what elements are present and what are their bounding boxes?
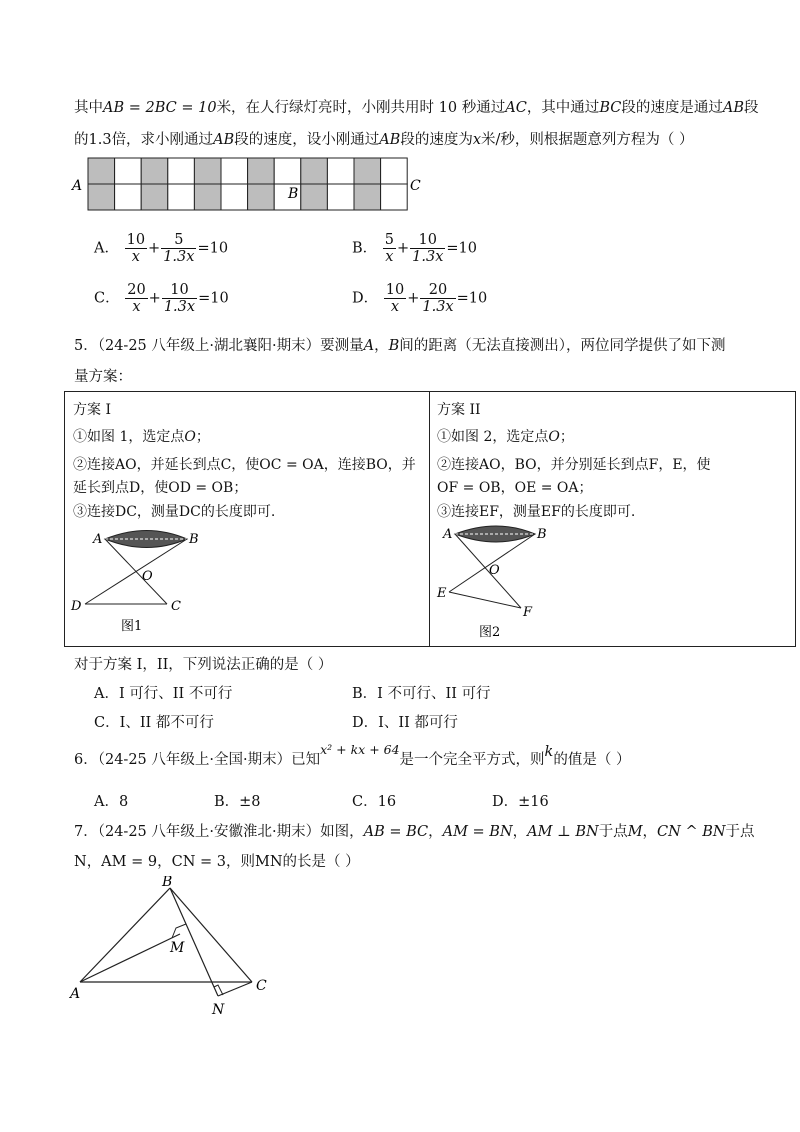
crosswalk-cell (141, 158, 168, 184)
crosswalk-cell (141, 184, 168, 210)
q5-stem-line2: 量方案： (74, 369, 132, 385)
crosswalk-cell (381, 184, 408, 210)
crosswalk-label-a: A (72, 178, 83, 194)
crosswalk-cell (168, 158, 195, 184)
crosswalk-cell (248, 184, 275, 210)
q5-stem-line1: 5．（24-25 八年级上·湖北襄阳·期末）要测量A，B间的距离（无法直接测出），两位同学提供了如下测 (74, 338, 726, 354)
crosswalk-cell (327, 184, 354, 210)
crosswalk-cell (168, 184, 195, 210)
scheme1-label-d: D (71, 599, 82, 614)
scheme2-segment-ef (449, 592, 521, 608)
q7-label-a: A (70, 986, 81, 1002)
scheme2-step3: ③连接EF，测量EF的长度即可. (437, 504, 636, 520)
scheme1-label-c: C (171, 599, 181, 614)
q6-option-b[interactable]: B．±8 (214, 794, 261, 810)
scheme1-segment-bd (85, 539, 187, 604)
q7-label-n: N (212, 1002, 225, 1018)
scheme2-figure (429, 522, 795, 648)
q4-line1: 其中AB = 2BC = 10米，在人行绿灯亮时，小刚共用时 10 秒通过AC，其中通过BC段的速度是通过AB段 (74, 100, 759, 116)
crosswalk-cell (194, 158, 221, 184)
scheme1-step3: ③连接DC，测量DC的长度即可. (73, 504, 276, 520)
q7-label-c: C (256, 978, 267, 994)
q7-segment-am (80, 934, 180, 982)
q4-eq1: AB = 2BC = 10 (103, 100, 217, 116)
q6-stem: 6．（24-25 八年级上·全国·期末）已知x² + kx + 64是一个完全平方式，则k的值是（ ） (74, 742, 631, 768)
scheme2-label-f: F (523, 605, 533, 620)
q4-option-d[interactable]: D． $\frac{10}{x}$ + $\frac{20}{1.3x}$ =10 (352, 282, 488, 315)
scheme2-title: 方案 II (437, 402, 481, 418)
crosswalk-cell (221, 158, 248, 184)
scheme2-caption: 图2 (479, 625, 501, 640)
q7-figure (66, 876, 286, 1022)
scheme1-label-o: O (142, 569, 153, 584)
scheme2-label-e: E (437, 586, 447, 601)
q7-right-angle-m (172, 924, 186, 938)
q7-stem-line1: 7．（24-25 八年级上·安徽淮北·期末）如图，AB = BC，AM = BN，AM ⊥ BN于点M，CN ^ BN于点 (74, 824, 755, 840)
q5-option-a[interactable]: A．I 可行、II 不可行 (94, 686, 233, 702)
scheme2-label-o: O (489, 563, 500, 578)
scheme2-step1: ①如图 2，选定点O； (437, 429, 574, 445)
crosswalk-cell (327, 158, 354, 184)
crosswalk-cell (354, 184, 381, 210)
q7-side-bc (170, 888, 252, 982)
crosswalk-cell (301, 184, 328, 210)
crosswalk-cell (274, 158, 301, 184)
scheme1-step2-cont: 延长到点D，使OD = OB； (73, 480, 248, 496)
scheme2-segment-af (455, 534, 521, 608)
q4-option-c[interactable]: C． $\frac{20}{x}$ + $\frac{10}{1.3x}$ =10 (94, 282, 229, 315)
q5-question: 对于方案 I，II，下列说法正确的是（ ） (74, 657, 333, 673)
crosswalk-cell (88, 184, 115, 210)
scheme1-step1: ①如图 1，选定点O； (73, 429, 210, 445)
crosswalk-cell (248, 158, 275, 184)
scheme2-label-a: A (443, 527, 453, 542)
q6-expression: x² + kx + 64 (320, 742, 400, 757)
scheme2-step2-cont: OF = OB，OE = OA； (437, 480, 593, 496)
q5-option-c[interactable]: C．I、II 都不可行 (94, 715, 214, 731)
q6-option-c[interactable]: C．16 (352, 794, 397, 810)
crosswalk-label-c: C (410, 178, 421, 194)
scheme2-step2: ②连接AO，BO，并分别延长到点F，E，使 (437, 457, 711, 473)
q5-option-b[interactable]: B．I 不可行、II 可行 (352, 686, 491, 702)
crosswalk-cell (301, 158, 328, 184)
crosswalk-label-b: B (288, 186, 299, 202)
q4-option-b[interactable]: B． $\frac{5}{x}$ + $\frac{10}{1.3x}$ =10 (352, 232, 478, 265)
crosswalk-cell (354, 158, 381, 184)
crosswalk-cell (194, 184, 221, 210)
crosswalk-cell (88, 158, 115, 184)
scheme1-title: 方案 I (73, 402, 111, 418)
q7-label-m: M (170, 940, 185, 956)
scheme1-label-b: B (189, 532, 199, 547)
crosswalk-cell (115, 184, 142, 210)
q6-option-a[interactable]: A．8 (94, 794, 129, 810)
crosswalk-cell (381, 158, 408, 184)
q4-line2: 的1.3倍，求小刚通过AB段的速度，设小刚通过AB段的速度为x米/秒，则根据题意列方程为（ ） (74, 132, 694, 148)
q7-label-b: B (162, 876, 173, 890)
crosswalk-cell (115, 158, 142, 184)
q7-side-ab (80, 888, 170, 982)
schemes-table (64, 391, 796, 647)
q7-stem-line2: N，AM = 9，CN = 3，则MN的长是（ ） (74, 854, 360, 870)
scheme1-caption: 图1 (121, 619, 143, 634)
scheme1-figure (65, 522, 429, 648)
q5-option-d[interactable]: D．I、II 都可行 (352, 715, 458, 731)
q7-segment-cn (218, 982, 252, 996)
scheme1-step2: ②连接AO，并延长到点C，使OC = OA，连接BO，并 (73, 457, 416, 473)
crosswalk-cell (221, 184, 248, 210)
q6-option-d[interactable]: D．±16 (492, 794, 549, 810)
q4-option-a[interactable]: A． $\frac{10}{x}$ + $\frac{5}{1.3x}$ =10 (94, 232, 229, 265)
scheme1-label-a: A (93, 532, 103, 547)
scheme2-label-b: B (537, 527, 547, 542)
crosswalk-figure (70, 156, 430, 216)
